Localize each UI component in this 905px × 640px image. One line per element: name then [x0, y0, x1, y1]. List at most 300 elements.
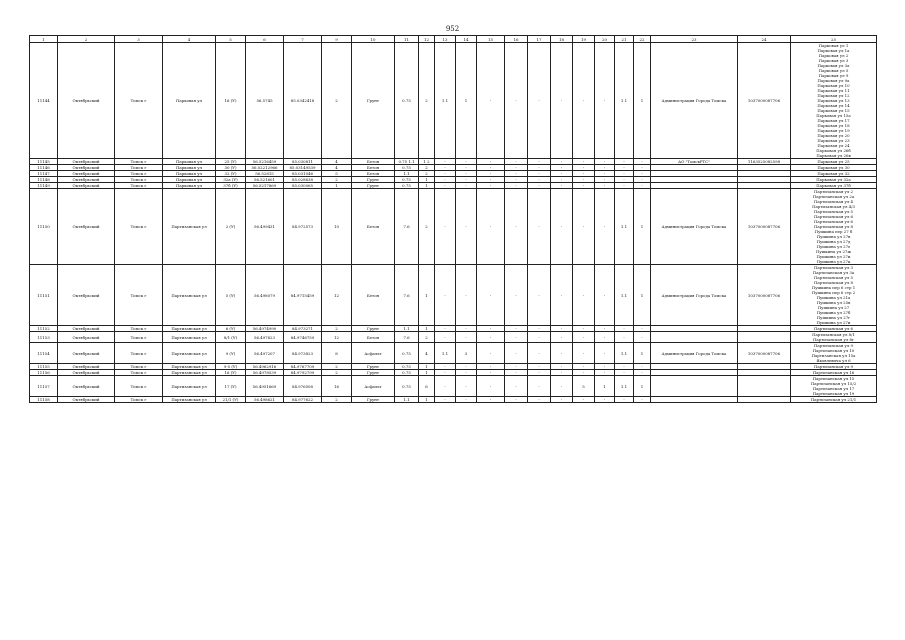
- area-cell: 2: [322, 364, 352, 370]
- container-count-cell: 1: [419, 183, 435, 189]
- served-address: Парковая ул 30: [817, 165, 850, 170]
- c13-cell: 1.1: [435, 343, 456, 364]
- c21-cell: 1.1: [615, 376, 634, 397]
- c14-cell: 3: [456, 343, 477, 364]
- served-address: Партизанская ул 10: [812, 348, 855, 353]
- column-header: 14: [456, 36, 477, 43]
- house-cell: 2 (У): [216, 189, 246, 265]
- c14-cell: -: [456, 165, 477, 171]
- served-addresses-cell: [791, 332, 877, 343]
- street-cell: Парковая ул: [163, 183, 216, 189]
- district-cell: Октябрьский: [58, 265, 115, 326]
- container-count-cell: 1: [419, 265, 435, 326]
- c16-cell: -: [505, 165, 528, 171]
- served-address: Пушкина ул 27б: [816, 310, 851, 315]
- c22-cell: -: [634, 332, 651, 343]
- served-address: Партизанская ул 4/3: [812, 204, 855, 209]
- c22-cell: -: [634, 165, 651, 171]
- served-addresses-cell: [791, 397, 877, 403]
- owner-cell: Администрация Города Томска: [651, 189, 738, 265]
- latitude-cell: 56.4978539: [246, 370, 284, 376]
- container-volume-cell: 0.75: [395, 343, 419, 364]
- surface-cell: Грунт: [352, 364, 395, 370]
- longitude-cell: 84.976508: [284, 376, 322, 397]
- c17-cell: -: [528, 189, 551, 265]
- c16-cell: -: [505, 159, 528, 165]
- served-address: Парковая ул 37б: [816, 183, 851, 188]
- district-cell: Октябрьский: [58, 183, 115, 189]
- house-cell: 16 (У): [216, 43, 246, 159]
- c15-cell: -: [477, 397, 505, 403]
- column-header: 25: [791, 36, 877, 43]
- column-header: 11: [395, 36, 419, 43]
- row-number: 11145: [30, 159, 58, 165]
- container-count-cell: 2: [419, 165, 435, 171]
- served-address: Пушкина ул 27д: [816, 239, 851, 244]
- latitude-cell: 56.498621: [246, 397, 284, 403]
- container-volume-cell: 0.75: [395, 177, 419, 183]
- served-address: Парковая ул 12: [817, 93, 850, 98]
- served-address: Парковая ул 9а: [817, 78, 850, 83]
- longitude-cell: 84.9746759: [284, 332, 322, 343]
- served-address: Парковая ул 15: [817, 108, 850, 113]
- c22-cell: -: [634, 171, 651, 177]
- c13-cell: -: [435, 165, 456, 171]
- c22-cell: -: [634, 326, 651, 332]
- surface-cell: Бетон: [352, 159, 395, 165]
- area-cell: 5: [322, 171, 352, 177]
- c19-cell: -: [573, 343, 595, 364]
- c16-cell: -: [505, 326, 528, 332]
- c21-cell: -: [615, 326, 634, 332]
- district-cell: Октябрьский: [58, 171, 115, 177]
- served-address: Партизанская ул 9: [813, 343, 854, 348]
- c22-cell: -: [634, 177, 651, 183]
- surface-cell: Бетон: [352, 189, 395, 265]
- c14-cell: -: [456, 265, 477, 326]
- served-address: Пушкина ул 21а: [816, 295, 851, 300]
- c20-cell: -: [595, 343, 615, 364]
- longitude-cell: 85.030811: [284, 159, 322, 165]
- c21-cell: -: [615, 397, 634, 403]
- longitude-cell: 84.9767709: [284, 364, 322, 370]
- c22-cell: -: [634, 370, 651, 376]
- container-volume-cell: 7.6: [395, 189, 419, 265]
- c13-cell: -: [435, 265, 456, 326]
- table-row: [30, 43, 877, 159]
- table-row: [30, 397, 877, 403]
- c18-cell: -: [551, 364, 573, 370]
- house-cell: 17 (У): [216, 376, 246, 397]
- container-count-cell: 1: [419, 370, 435, 376]
- city-cell: Томск г: [115, 265, 163, 326]
- container-count-cell: 4: [419, 343, 435, 364]
- house-cell: 25 (У): [216, 159, 246, 165]
- latitude-cell: 56.5745: [246, 43, 284, 159]
- longitude-cell: 85.03149539: [284, 165, 322, 171]
- area-cell: 12: [322, 332, 352, 343]
- table-row: [30, 343, 877, 364]
- c13-cell: -: [435, 177, 456, 183]
- c14-cell: 1: [456, 43, 477, 159]
- c17-cell: -: [528, 43, 551, 159]
- district-cell: Октябрьский: [58, 332, 115, 343]
- column-header: 23: [651, 36, 738, 43]
- c13-cell: -: [435, 189, 456, 265]
- container-volume-cell: 1.1: [395, 326, 419, 332]
- container-count-cell: 6: [419, 376, 435, 397]
- column-header: 5: [216, 36, 246, 43]
- served-addresses-cell: [791, 189, 877, 265]
- c14-cell: -: [456, 159, 477, 165]
- served-address: Партизанская ул 15/2: [810, 381, 857, 386]
- longitude-cell: 84.9715459: [284, 265, 322, 326]
- column-header: 19: [573, 36, 595, 43]
- row-number: 11154: [30, 343, 58, 364]
- c16-cell: -: [505, 177, 528, 183]
- longitude-cell: 84.977622: [284, 397, 322, 403]
- served-address: Пушкина пер 6 стр 2: [811, 290, 856, 295]
- c15-cell: -: [477, 189, 505, 265]
- ogrn-cell: [738, 397, 791, 403]
- container-count-cell: 2: [419, 43, 435, 159]
- c21-cell: -: [615, 159, 634, 165]
- city-cell: Томск г: [115, 189, 163, 265]
- c19-cell: -: [573, 326, 595, 332]
- house-cell: 5 (У): [216, 265, 246, 326]
- c22-cell: 1: [634, 189, 651, 265]
- c13-cell: -: [435, 370, 456, 376]
- c16-cell: -: [505, 265, 528, 326]
- city-cell: Томск г: [115, 397, 163, 403]
- house-cell: 8/1 (У): [216, 332, 246, 343]
- city-cell: Томск г: [115, 177, 163, 183]
- served-address: Партизанская ул 2: [813, 189, 854, 194]
- city-cell: Томск г: [115, 159, 163, 165]
- surface-cell: Асфальт: [352, 376, 395, 397]
- latitude-cell: 56.497823: [246, 332, 284, 343]
- area-cell: 2: [322, 43, 352, 159]
- house-cell: 30 (У): [216, 165, 246, 171]
- c19-cell: -: [573, 43, 595, 159]
- c16-cell: -: [505, 364, 528, 370]
- served-address: Парковая ул 17: [817, 118, 850, 123]
- c21-cell: 1.1: [615, 43, 634, 159]
- c16-cell: -: [505, 189, 528, 265]
- container-volume-cell: 1.1: [395, 171, 419, 177]
- c19-cell: -: [573, 165, 595, 171]
- c20-cell: -: [595, 364, 615, 370]
- district-cell: Октябрьский: [58, 364, 115, 370]
- street-cell: Партизанская ул: [163, 332, 216, 343]
- container-count-cell: 2: [419, 332, 435, 343]
- served-address: Парковая ул 3: [818, 58, 849, 63]
- column-header: 10: [352, 36, 395, 43]
- column-header: 7: [284, 36, 322, 43]
- c17-cell: -: [528, 343, 551, 364]
- c17-cell: -: [528, 165, 551, 171]
- c16-cell: -: [505, 397, 528, 403]
- container-volume-cell: 0.75: [395, 43, 419, 159]
- ogrn-cell: 1037000087706: [738, 265, 791, 326]
- row-number: 11155: [30, 364, 58, 370]
- owner-cell: [651, 397, 738, 403]
- column-header: 1: [30, 36, 58, 43]
- served-address: Парковая ул 32а: [816, 177, 851, 182]
- table-body: [30, 43, 877, 403]
- city-cell: Томск г: [115, 165, 163, 171]
- container-count-cell: 2: [419, 189, 435, 265]
- served-address: Партизанская ул 6: [813, 219, 854, 224]
- served-address: Партизанская ул 8: [813, 280, 854, 285]
- c13-cell: -: [435, 397, 456, 403]
- c19-cell: 5: [573, 376, 595, 397]
- container-volume-cell: 0.75: [395, 183, 419, 189]
- served-address: Пушкина ул 27и: [816, 254, 851, 259]
- surface-cell: Грунт: [352, 43, 395, 159]
- house-cell: 32а (У): [216, 177, 246, 183]
- longitude-cell: 84.973823: [284, 343, 322, 364]
- street-cell: Партизанская ул: [163, 397, 216, 403]
- city-cell: Томск г: [115, 43, 163, 159]
- c21-cell: -: [615, 183, 634, 189]
- served-address: Партизанская ул 3: [813, 265, 854, 270]
- latitude-cell: 56.52815: [246, 171, 284, 177]
- served-address: Партизанская ул 15а: [811, 353, 856, 358]
- served-address: Партизанская ул 8/1: [812, 332, 855, 337]
- c18-cell: -: [551, 165, 573, 171]
- row-number: 11151: [30, 265, 58, 326]
- c19-cell: -: [573, 364, 595, 370]
- latitude-cell: 56.4951669: [246, 376, 284, 397]
- served-address: Партизанская ул 16: [812, 370, 855, 375]
- longitude-cell: 85.028638: [284, 177, 322, 183]
- ogrn-cell: 1163525082598: [738, 159, 791, 165]
- area-cell: 4: [322, 165, 352, 171]
- area-cell: 8: [322, 343, 352, 364]
- c15-cell: -: [477, 43, 505, 159]
- c19-cell: -: [573, 397, 595, 403]
- surface-cell: Бетон: [352, 265, 395, 326]
- latitude-cell: 56.5217869: [246, 183, 284, 189]
- latitude-cell: 56.521601: [246, 177, 284, 183]
- longitude-cell: 85.0342418: [284, 43, 322, 159]
- street-cell: Парковая ул: [163, 171, 216, 177]
- area-cell: 2: [322, 370, 352, 376]
- served-address: Партизанская ул 15: [812, 376, 855, 381]
- row-number: 11156: [30, 370, 58, 376]
- c21-cell: -: [615, 370, 634, 376]
- latitude-cell: 56.4974990: [246, 326, 284, 332]
- area-cell: 4: [322, 159, 352, 165]
- c16-cell: -: [505, 183, 528, 189]
- c21-cell: -: [615, 332, 634, 343]
- street-cell: Парковая ул: [163, 43, 216, 159]
- container-count-cell: 1: [419, 177, 435, 183]
- surface-cell: Грунт: [352, 177, 395, 183]
- c20-cell: -: [595, 265, 615, 326]
- served-address: Пушкина ул 27е: [816, 244, 851, 249]
- c17-cell: -: [528, 265, 551, 326]
- column-header: 20: [595, 36, 615, 43]
- c15-cell: -: [477, 370, 505, 376]
- column-header: 3: [115, 36, 163, 43]
- c22-cell: -: [634, 159, 651, 165]
- container-count-cell: 1: [419, 326, 435, 332]
- row-number: 11153: [30, 332, 58, 343]
- served-address: Пушкина ул 27: [817, 305, 850, 310]
- c15-cell: -: [477, 364, 505, 370]
- street-cell: Партизанская ул: [163, 326, 216, 332]
- served-address: Партизанская ул 4: [813, 199, 854, 204]
- c20-cell: -: [595, 171, 615, 177]
- c18-cell: -: [551, 171, 573, 177]
- c18-cell: -: [551, 159, 573, 165]
- served-address: Парковая ул 25: [817, 159, 850, 164]
- c14-cell: -: [456, 171, 477, 177]
- c21-cell: -: [615, 177, 634, 183]
- table-row: [30, 265, 877, 326]
- c15-cell: -: [477, 177, 505, 183]
- area-cell: 16: [322, 376, 352, 397]
- served-address: Парковая ул 20: [817, 133, 850, 138]
- served-address: Партизанская ул 9: [813, 364, 854, 369]
- page-number: 952: [445, 25, 460, 33]
- table-row: [30, 376, 877, 397]
- c16-cell: -: [505, 343, 528, 364]
- served-address: Парковая ул 9: [818, 73, 849, 78]
- served-address: Партизанская ул 8г: [812, 337, 855, 342]
- column-header: 15: [477, 36, 505, 43]
- served-address: Парковая ул 26в: [816, 153, 851, 158]
- longitude-cell: 85.030065: [284, 183, 322, 189]
- c17-cell: -: [528, 177, 551, 183]
- street-cell: Партизанская ул: [163, 376, 216, 397]
- house-cell: 16 (У): [216, 370, 246, 376]
- city-cell: Томск г: [115, 364, 163, 370]
- row-number: 11157: [30, 376, 58, 397]
- owner-cell: Администрация Города Томска: [651, 343, 738, 364]
- c13-cell: -: [435, 326, 456, 332]
- served-address: Парковая ул 26б: [816, 148, 851, 153]
- surface-cell: Бетон: [352, 165, 395, 171]
- served-address: Партизанская ул 3а: [812, 270, 855, 275]
- latitude-cell: 56.499431: [246, 189, 284, 265]
- column-header: 4: [163, 36, 216, 43]
- district-cell: Октябрьский: [58, 376, 115, 397]
- c19-cell: -: [573, 332, 595, 343]
- longitude-cell: 84.973271: [284, 326, 322, 332]
- c16-cell: -: [505, 376, 528, 397]
- c19-cell: -: [573, 265, 595, 326]
- header-row: [30, 36, 877, 43]
- c15-cell: -: [477, 159, 505, 165]
- surface-cell: Бетон: [352, 332, 395, 343]
- longitude-cell: 84.972573: [284, 189, 322, 265]
- c20-cell: -: [595, 326, 615, 332]
- district-cell: Октябрьский: [58, 397, 115, 403]
- district-cell: Октябрьский: [58, 326, 115, 332]
- served-addresses-cell: [791, 265, 877, 326]
- column-header: 9: [322, 36, 352, 43]
- served-address: Парковая ул 24: [817, 143, 850, 148]
- house-cell: 9 (У): [216, 343, 246, 364]
- c18-cell: -: [551, 183, 573, 189]
- c22-cell: 1: [634, 343, 651, 364]
- owner-cell: [651, 332, 738, 343]
- longitude-cell: 85.031046: [284, 171, 322, 177]
- served-address: Парковая ул 15а: [816, 113, 851, 118]
- area-cell: 1: [322, 183, 352, 189]
- city-cell: Томск г: [115, 343, 163, 364]
- c14-cell: -: [456, 189, 477, 265]
- registry-table: [29, 35, 877, 403]
- street-cell: Партизанская ул: [163, 265, 216, 326]
- c21-cell: 1.1: [615, 343, 634, 364]
- c17-cell: -: [528, 159, 551, 165]
- street-cell: Парковая ул: [163, 165, 216, 171]
- served-address: Парковая ул 23: [817, 138, 850, 143]
- served-addresses-cell: [791, 43, 877, 159]
- area-cell: 10: [322, 189, 352, 265]
- served-address: Партизанская ул 6: [813, 214, 854, 219]
- ogrn-cell: 1037000087706: [738, 189, 791, 265]
- container-volume-cell: 7.6: [395, 332, 419, 343]
- column-header: 18: [551, 36, 573, 43]
- served-address: Парковая ул 2: [818, 53, 849, 58]
- served-address: Парковая ул 11: [817, 88, 850, 93]
- served-address: Парковая ул 13: [817, 98, 850, 103]
- latitude-cell: 56.498079: [246, 265, 284, 326]
- column-header: 2: [58, 36, 115, 43]
- c21-cell: -: [615, 165, 634, 171]
- c21-cell: 1.1: [615, 189, 634, 265]
- c15-cell: -: [477, 165, 505, 171]
- ogrn-cell: 1037000087706: [738, 43, 791, 159]
- served-address: Партизанская ул 17: [812, 386, 855, 391]
- column-header: 13: [435, 36, 456, 43]
- c14-cell: -: [456, 376, 477, 397]
- c20-cell: -: [595, 43, 615, 159]
- latitude-cell: 56.5216459: [246, 159, 284, 165]
- column-header: 16: [505, 36, 528, 43]
- served-address: Пушкина ул 27г: [816, 315, 851, 320]
- container-count-cell: 1: [419, 397, 435, 403]
- c18-cell: -: [551, 370, 573, 376]
- c19-cell: -: [573, 171, 595, 177]
- house-cell: 6 (У): [216, 326, 246, 332]
- c17-cell: -: [528, 364, 551, 370]
- c19-cell: -: [573, 159, 595, 165]
- container-volume-cell: 0.75: [395, 364, 419, 370]
- served-address: Пушкина ул 27ж: [815, 249, 851, 254]
- row-number: 11150: [30, 189, 58, 265]
- served-address: Партизанская ул 19: [812, 391, 855, 396]
- c13-cell: -: [435, 183, 456, 189]
- c16-cell: -: [505, 171, 528, 177]
- c21-cell: -: [615, 364, 634, 370]
- latitude-cell: 56.497207: [246, 343, 284, 364]
- street-cell: Парковая ул: [163, 177, 216, 183]
- c14-cell: -: [456, 326, 477, 332]
- city-cell: Томск г: [115, 332, 163, 343]
- column-header: 22: [634, 36, 651, 43]
- c14-cell: -: [456, 364, 477, 370]
- c21-cell: -: [615, 171, 634, 177]
- c13-cell: -: [435, 376, 456, 397]
- served-address: Партизанская ул 6: [813, 326, 854, 331]
- c18-cell: -: [551, 343, 573, 364]
